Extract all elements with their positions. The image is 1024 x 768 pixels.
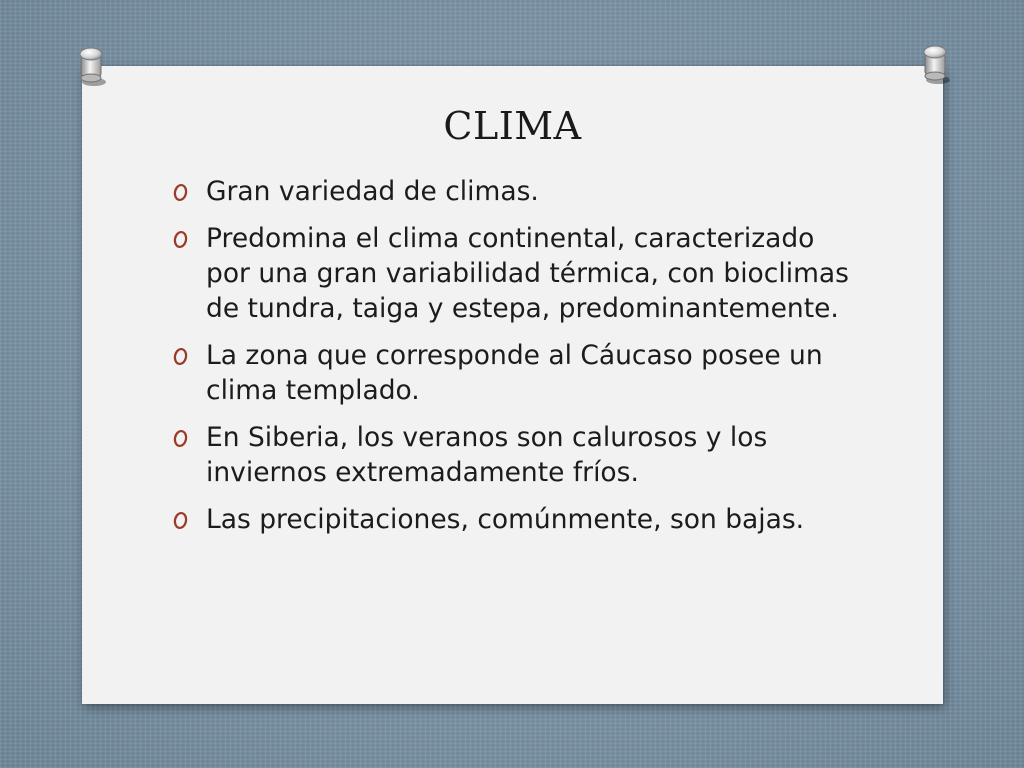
o-bullet-icon xyxy=(172,511,189,530)
o-bullet-icon xyxy=(172,347,189,366)
push-pin-icon xyxy=(72,44,110,88)
bullet-text: Predomina el clima continental, caracterizado por una gran variabilidad térmica, con bioclimas de tundra, taiga y estepa, predominantemente. xyxy=(206,223,849,324)
bullet-item xyxy=(172,502,862,537)
bullet-item xyxy=(172,338,862,408)
bullet-text: Gran variedad de climas. xyxy=(206,176,539,207)
bullet-item xyxy=(172,420,862,490)
bullet-text: Las precipitaciones, comúnmente, son bajas. xyxy=(206,504,805,535)
o-bullet-icon xyxy=(172,429,189,448)
slide-paper xyxy=(82,66,943,704)
o-bullet-icon xyxy=(172,183,189,202)
bullet-text: La zona que corresponde al Cáucaso posee un clima templado. xyxy=(206,340,823,406)
o-bullet-icon xyxy=(172,230,189,249)
bullet-text: En Siberia, los veranos son calurosos y los inviernos extremadamente fríos. xyxy=(206,422,768,488)
bullet-item xyxy=(172,221,862,326)
bullet-item xyxy=(172,174,862,209)
slide-title: CLIMA xyxy=(443,104,582,148)
bullet-list xyxy=(172,174,862,549)
push-pin-icon xyxy=(916,42,954,86)
